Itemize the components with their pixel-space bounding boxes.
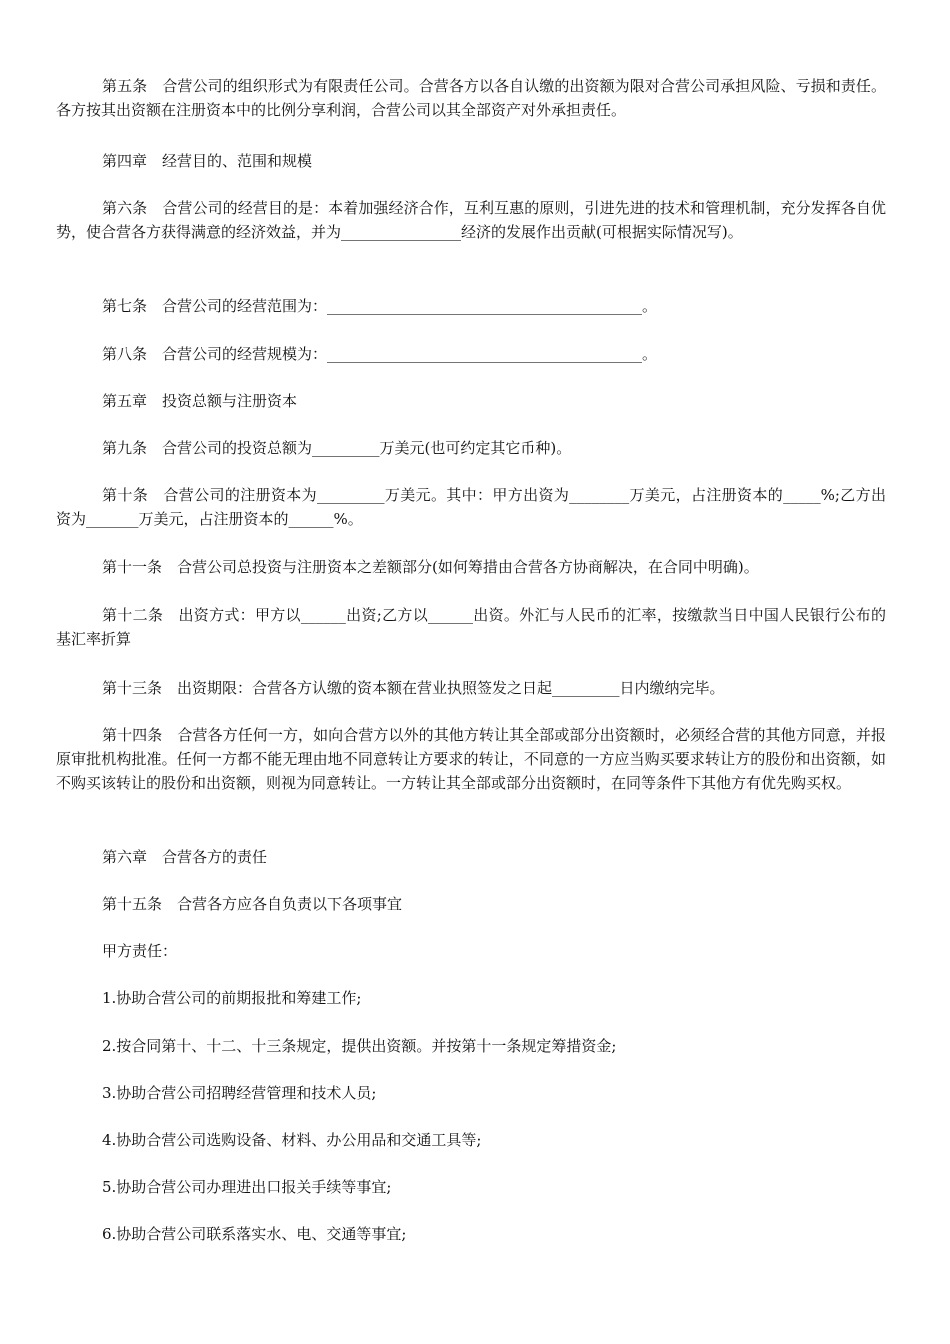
party-a-item-2: 2.按合同第十、十二、十三条规定，提供出资额。并按第十一条规定筹措资金; bbox=[102, 1037, 617, 1055]
article-5: 第五条 合营公司的组织形式为有限责任公司。合营各方以各自认缴的出资额为限对合营公司承担风险、亏损和责任。各方按其出资额在注册资本中的比例分享利润，合营公司以其全部资产对外承担责任。 bbox=[56, 77, 886, 119]
party-a-item-3: 3.协助合营公司招聘经营管理和技术人员; bbox=[102, 1084, 377, 1102]
article-7: 第七条 合营公司的经营范围为：__________________________________________。 bbox=[102, 297, 658, 315]
party-a-heading: 甲方责任： bbox=[102, 942, 178, 960]
party-a-item-5: 5.协助合营公司办理进出口报关手续等事宜; bbox=[102, 1178, 392, 1196]
chapter-4-heading: 第四章 经营目的、范围和规模 bbox=[102, 152, 313, 170]
article-10: 第十条 合营公司的注册资本为_________万美元。其中：甲方出资为________万美元，占注册资本的_____%;乙方出资为_______万美元，占注册资本的______%。 bbox=[56, 486, 886, 528]
article-6: 第六条 合营公司的经营目的是：本着加强经济合作，互利互惠的原则，引进先进的技术和管理机制，充分发挥各自优势，使合营各方获得满意的经济效益，并为________________经济的发展作出贡献(可根据实际情况写)。 bbox=[56, 199, 886, 241]
article-9: 第九条 合营公司的投资总额为_________万美元(也可约定其它币种)。 bbox=[102, 439, 572, 457]
article-13: 第十三条 出资期限：合营各方认缴的资本额在营业执照签发之日起_________日内缴纳完毕。 bbox=[102, 679, 725, 697]
article-11: 第十一条 合营公司总投资与注册资本之差额部分(如何筹措由合营各方协商解决，在合同中明确)。 bbox=[102, 558, 759, 576]
article-12: 第十二条 出资方式：甲方以______出资;乙方以______出资。外汇与人民币的汇率，按缴款当日中国人民银行公布的基汇率折算 bbox=[56, 606, 886, 648]
chapter-6-heading: 第六章 合营各方的责任 bbox=[102, 848, 268, 866]
chapter-5-heading: 第五章 投资总额与注册资本 bbox=[102, 392, 298, 410]
party-a-item-4: 4.协助合营公司选购设备、材料、办公用品和交通工具等; bbox=[102, 1131, 482, 1149]
article-14: 第十四条 合营各方任何一方，如向合营方以外的其他方转让其全部或部分出资额时，必须经合营的其他方同意，并报原审批机构批准。任何一方都不能无理由地不同意转让方要求的转让，不同意的一方应当购买要求转让方的股份和出资额，如不购买该转让的股份和出资额，则视为同意转让。一方转让其全部或部分出资额时，在同等条件下其他方有优先购买权。 bbox=[56, 726, 886, 792]
party-a-item-1: 1.协助合营公司的前期报批和筹建工作; bbox=[102, 989, 362, 1007]
article-8: 第八条 合营公司的经营规模为：__________________________________________。 bbox=[102, 345, 658, 363]
article-15: 第十五条 合营各方应各自负责以下各项事宜 bbox=[102, 895, 403, 913]
party-a-item-6: 6.协助合营公司联系落实水、电、交通等事宜; bbox=[102, 1225, 407, 1243]
